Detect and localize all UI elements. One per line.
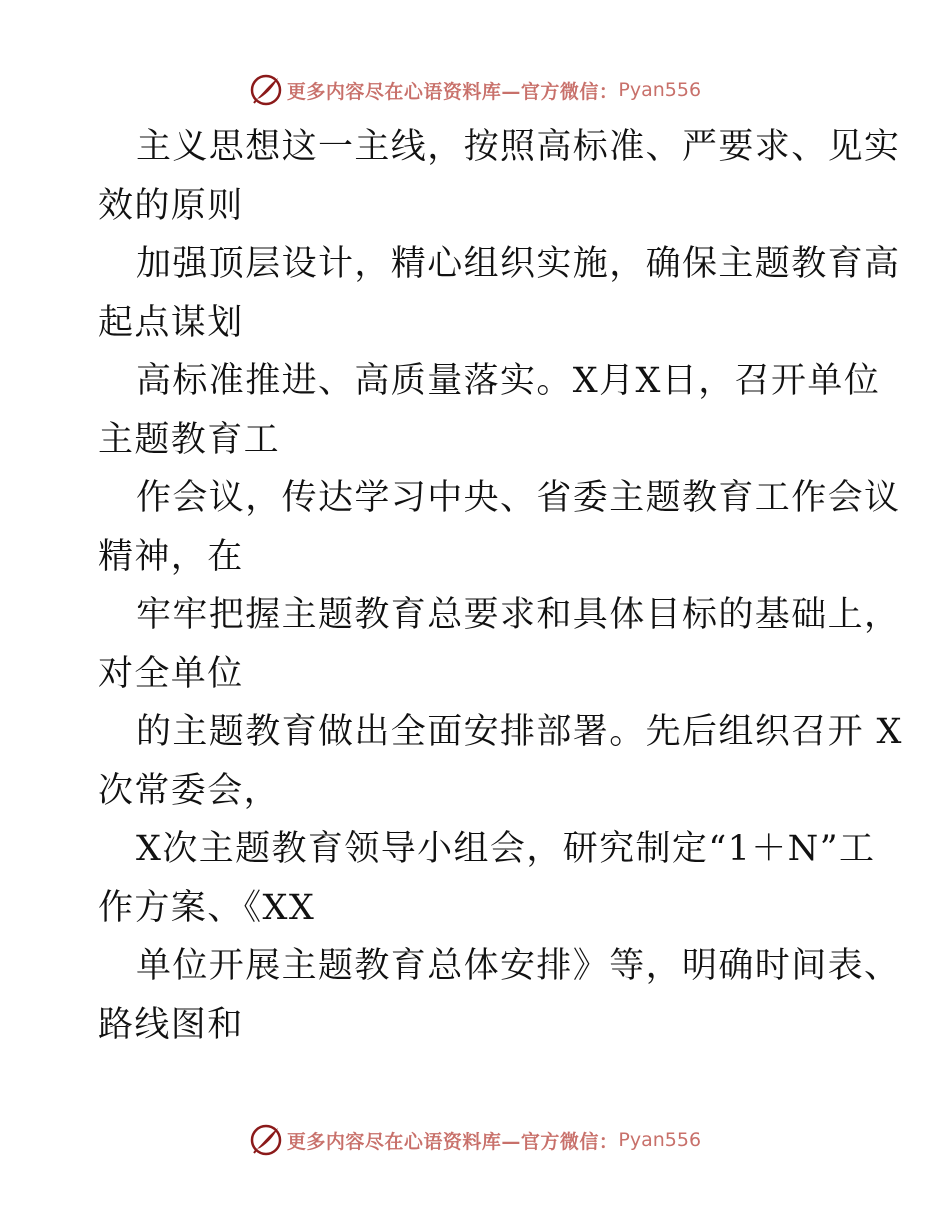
watermark-text: 更多内容尽在心语资料库—官方微信： — [286, 80, 619, 103]
text-line: 对全单位 — [98, 653, 244, 694]
footer-watermark-banner — [0, 1120, 950, 1160]
text-line: 作会议，传达学习中央、省委主题教育工作会议 — [136, 478, 901, 518]
quill-pen-logo-icon — [249, 73, 283, 107]
text-line: X次主题教育领导小组会，研究制定“1＋N”工 — [136, 829, 876, 869]
text-line: 主义思想这一主线，按照高标准、严要求、见实 — [136, 127, 901, 167]
text-line: 次常委会， — [98, 770, 281, 811]
quill-pen-logo-icon — [249, 1123, 283, 1157]
text-line: 路线图和 — [98, 1004, 244, 1045]
text-line: 主题教育工 — [98, 419, 281, 460]
watermark-wechat-id: Pyan556 — [618, 79, 702, 101]
text-line: 高标准推进、高质量落实。X月X日，召开单位 — [136, 361, 881, 401]
text-line: 精神，在 — [98, 536, 244, 577]
text-line: 加强顶层设计，精心组织实施，确保主题教育高 — [136, 244, 901, 284]
text-line: 的主题教育做出全面安排部署。先后组织召开 X — [136, 712, 903, 752]
header-watermark-banner — [0, 70, 950, 110]
text-line: 作方案、《XX — [98, 887, 316, 928]
watermark-text: 更多内容尽在心语资料库—官方微信： — [286, 1130, 619, 1153]
text-line: 单位开展主题教育总体安排》等，明确时间表、 — [136, 946, 901, 986]
watermark-wechat-id: Pyan556 — [618, 1129, 702, 1151]
text-line: 牢牢把握主题教育总要求和具体目标的基础上， — [136, 595, 901, 635]
text-line: 起点谋划 — [98, 302, 244, 343]
text-line: 效的原则 — [98, 185, 244, 226]
document-body — [98, 118, 903, 1054]
